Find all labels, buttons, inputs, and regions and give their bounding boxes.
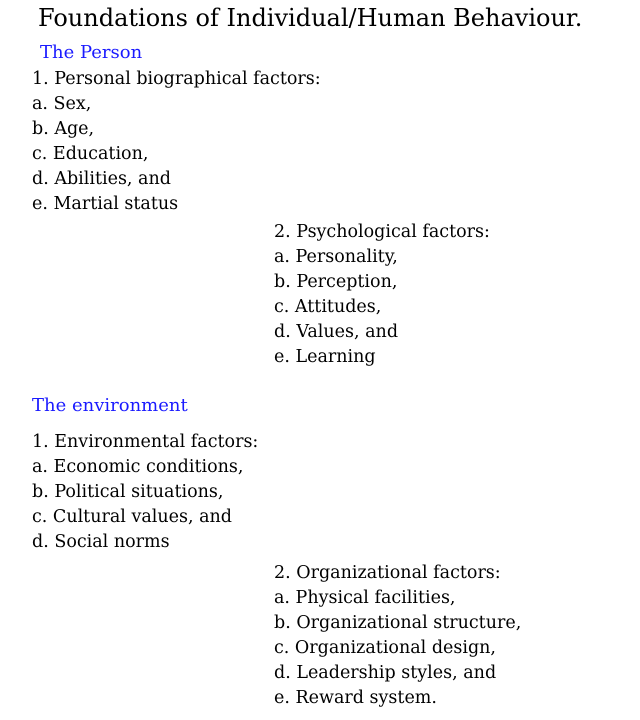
list-item: a. Sex, [32,94,92,114]
list-item: b. Organizational structure, [274,613,522,633]
list-item: a. Personality, [274,247,398,267]
list-item: c. Organizational design, [274,638,496,658]
page-title: Foundations of Individual/Human Behaviour. [38,4,583,32]
list-item: b. Perception, [274,272,398,292]
biographical-factors-list [32,67,321,217]
psychological-factors-heading: 2. Psychological factors: [274,222,490,242]
list-item: c. Cultural values, and [32,507,233,527]
biographical-factors-heading: 1. Personal biographical factors: [32,69,321,89]
organizational-factors-heading: 2. Organizational factors: [274,563,501,583]
list-item: a. Physical facilities, [274,588,456,608]
person-heading: The Person [40,42,143,63]
list-item: e. Reward system. [274,688,437,708]
list-item: d. Abilities, and [32,169,171,189]
list-item: d. Values, and [274,322,399,342]
list-item: e. Martial status [32,194,179,214]
list-item: c. Attitudes, [274,297,382,317]
environmental-factors-heading: 1. Environmental factors: [32,432,259,452]
list-item: d. Social norms [32,532,170,552]
list-item: e. Learning [274,347,376,367]
list-item: d. Leadership styles, and [274,663,497,683]
list-item: c. Education, [32,144,149,164]
list-item: b. Political situations, [32,482,224,502]
organizational-factors-list [274,561,521,711]
environmental-factors-list [32,430,258,555]
list-item: b. Age, [32,119,95,139]
environment-heading: The environment [32,395,188,416]
psychological-factors-list [274,220,490,370]
list-item: a. Economic conditions, [32,457,244,477]
